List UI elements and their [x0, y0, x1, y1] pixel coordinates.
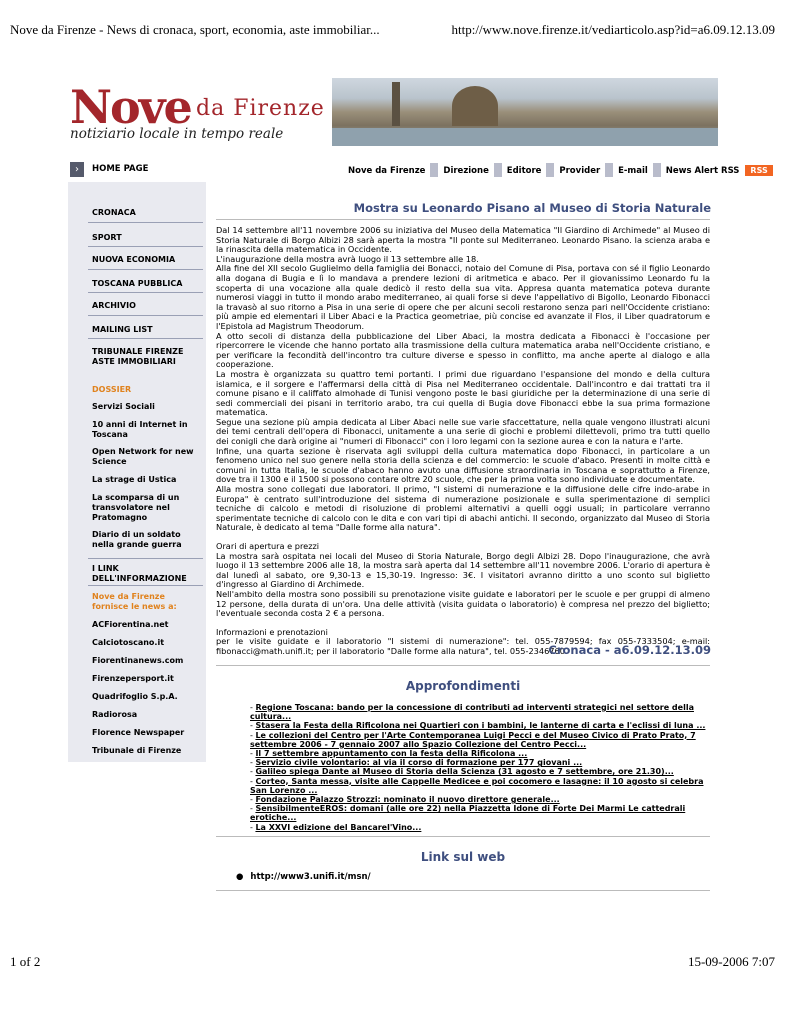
list-item: - Stasera la Festa della Rificolona nei Quartieri con i bambini, le lanterne di carta e l'eclissi di luna ...	[250, 721, 706, 731]
florence-panorama-image	[332, 78, 718, 146]
panorama-tower	[392, 82, 400, 126]
sidebar	[68, 182, 206, 762]
article-paragraph: Alla fine del XII secolo Guglielmo della famiglia dei Bonacci, notaio del Comune di Pisa, portava con sé il figlio Leonardo alla dogana di Bugia e lì lo mandava a prendere lezioni di aritmetica e abaco. Per il giovanissimo Leonardo fu la scoperta di una vocazione alla quale dedicò il resto della sua vita. Appresa quanta matematica poteva durante numerosi viaggi in tutto il mondo arabo mediterraneo, ai quali forse si deve l'appellativo di Bigollo, Leonardo Fibonacci la travasò al suo ritorno a Pisa in una serie di opere che per alcuni secoli restarono senza pari nell'Occidente cristiano: più ampie ed elementari il Liber Abaci e la Practica geometriae, più concise ed avanzate il Flos, il Liber quadratorum e l'Epistola ad Magistrum Theodorum.	[216, 263, 710, 331]
article-paragraph: La mostra è organizzata su quattro temi portanti. I primi due riguardano l'espansione del mondo e della cultura islamica, e il sorgere e l'affermarsi della città di Pisa nel Mediterraneo occidentale. Dall'incontro e dai trattati tra il comune pisano e il califfato almohade di Tunisi vengono poste le basi giuridiche per la determinazione di una serie di sedi commerciali dei pisani in territorio arabo, tra cui quella di Bugia dove Fibonacci ebbe la sua prima formazione matematica.	[216, 368, 710, 418]
sidebar-divider	[88, 585, 203, 586]
divider	[216, 836, 710, 837]
sidebar-divider	[88, 269, 203, 270]
list-item: - Servizio civile volontario: al via il corso di formazione per 177 giovani ...	[250, 758, 583, 768]
nav-separator	[605, 163, 613, 177]
list-item: - Il 7 settembre appuntamento con la festa della Rificolona ...	[250, 749, 528, 759]
related-link[interactable]: Galileo spiega Dante al Museo di Storia della Scienza (31 agosto e 7 settembre, ore 21.30)...	[255, 767, 674, 777]
article-subheading: Orari di apertura e prezzi	[216, 541, 320, 551]
home-label: HOME PAGE	[92, 164, 149, 174]
nav-separator	[430, 163, 438, 177]
supporter-link[interactable]: Tribunale di Firenze	[92, 746, 182, 755]
sidebar-item-toscana-pubblica[interactable]: TOSCANA PUBBLICA	[92, 279, 183, 288]
article-paragraph: per le visite guidate e il laboratorio "I sistemi di numerazione": tel. 055-7879594; fax 055-7333504; e-mail: fibonacci@math.unifi.it; per il laboratorio "Dalle forme alla natura", tel. 055-2346760.	[216, 636, 710, 656]
related-link[interactable]: La XXVI edizione del Bancarel'Vino...	[255, 822, 422, 832]
rss-badge[interactable]: RSS	[745, 165, 772, 176]
nav-email[interactable]: E-mail	[618, 165, 648, 176]
sidebar-divider	[88, 315, 203, 316]
article-paragraph: Nell'ambito della mostra sono possibili su prenotazione visite guidate e laboratori per le scuole e per gruppi di almeno 12 persone, della durata di un'ora. Una delle attività (visita guidata o laboratorio) è compresa nel prezzo del biglietto; l'eventuale seconda costa 2 € a persona.	[216, 588, 710, 619]
sidebar-item-sport[interactable]: SPORT	[92, 233, 122, 242]
list-item: - La XXVI edizione del Bancarel'Vino...	[250, 822, 422, 832]
nav-separator	[546, 163, 554, 177]
related-link[interactable]: Le collezioni del Centro per l'Arte Contemporanea Luigi Pecci e del Museo Civico di Prato Prato, 7 settembre 2006 - 7 gennaio 2007 allo Spazio Collezione del Centro Pecci...	[250, 730, 696, 749]
supporter-link[interactable]: Calciotoscano.it	[92, 638, 165, 647]
page-number: 1 of 2	[10, 954, 41, 969]
dossier-item[interactable]: La strage di Ustica	[92, 475, 177, 484]
nav-direzione[interactable]: Direzione	[443, 165, 489, 176]
list-item: - Fondazione Palazzo Strozzi: nominato il nuovo direttore generale...	[250, 795, 560, 805]
print-title: Nove da Firenze - News di cronaca, sport, economia, aste immobiliar...	[10, 22, 380, 37]
nav-separator	[494, 163, 502, 177]
print-url: http://www.nove.firenze.it/vediarticolo.asp?id=a6.09.12.13.09	[451, 22, 775, 37]
dossier-item[interactable]: Open Network for new Science	[92, 447, 194, 466]
supporter-link[interactable]: Quadrifoglio S.p.A.	[92, 692, 178, 701]
article-paragraph: Infine, una quarta sezione è riservata agli sviluppi della cultura matematica dopo Fibonacci, in particolare a un fenomeno unico nel suo genere nella storia della scienza e del commercio: le scuole d'abaco. Presenti in molte città e comuni in tutta Italia, le scuole d'abaco hanno avuto una diffusione straordinaria in Toscana e soprattutto a Firenze, dove tra il 1300 e il 1500 si possono contare oltre 20 scuole, che per la prima volta sono individuate e documentate.	[216, 445, 710, 485]
article-paragraph: Dal 14 settembre all'11 novembre 2006 su iniziativa del Museo della Matematica "Il Giardino di Archimede" al Museo di Storia Naturale di Borgo Albizi 28 sarà aperta la mostra "Il ponte sul Mediterraneo. Leonardo Pisano. la scienza araba e la rinascita della matematica in Occidente.	[216, 225, 710, 255]
article-paragraph: L'inaugurazione della mostra avrà luogo il 13 settembre alle 18.	[216, 253, 479, 264]
chevron-right-icon: ›	[70, 162, 84, 177]
list-item: - Regione Toscana: bando per la concessione di contributi ad interventi strategici nel settore della cultura...	[250, 703, 694, 722]
supporter-link[interactable]: Firenzepersport.it	[92, 674, 174, 683]
related-link[interactable]: Fondazione Palazzo Strozzi: nominato il nuovo direttore generale...	[255, 795, 560, 805]
dossier-item[interactable]: La scomparsa di un transvolatore nel Pratomagno	[92, 493, 180, 522]
article-paragraph: Segue una sezione più ampia dedicata al Liber Abaci nelle sue varie sfaccettature, nella quale vengono illustrati alcuni dei temi centrali dell'opera di Fibonacci, unitamente a una serie di giochi e problemi dilettevoli, primo tra tutti quello dei conigli che darà origine ai "numeri di Fibonacci" con i loro legami con la sezione aurea e con la natura e l'arte.	[216, 416, 710, 447]
supporter-link[interactable]: Florence Newspaper	[92, 728, 185, 737]
article-body	[216, 226, 710, 657]
divider	[216, 890, 710, 891]
article-title: Mostra su Leonardo Pisano al Museo di Storia Naturale	[353, 201, 711, 215]
panorama-dome	[452, 86, 498, 126]
nav-editore[interactable]: Editore	[506, 165, 542, 176]
related-link[interactable]: Servizio civile volontario: al via il corso di formazione per 177 giovani ...	[255, 758, 583, 768]
nav-separator	[653, 163, 661, 177]
external-link-item	[236, 872, 371, 882]
related-articles-list	[250, 703, 710, 832]
sidebar-divider	[88, 558, 203, 559]
article-paragraph: A otto secoli di distanza della pubblicazione del Liber Abaci, la mostra dedicata a Fibonacci è l'occasione per ripercorrere le vicende che hanno portato alla trasmissione della cultura matematica araba nell'Occidente cristiano, e per verificare la fecondità dell'incontro tra culture diverse e spesso in conflitto, ma anche aperte al dialogo e alla cooperazione.	[216, 330, 710, 370]
dossier-item[interactable]: 10 anni di Internet in Toscana	[92, 420, 188, 439]
related-link[interactable]: Regione Toscana: bando per la concessione di contributi ad interventi strategici nel settore della cultura...	[250, 703, 694, 722]
list-item: - Corteo, Santa messa, visite alle Cappelle Medicee e poi cocomero e lasagne: il 10 agosto si celebra San Lorenzo ...	[250, 776, 704, 795]
panorama-river	[332, 128, 718, 146]
divider	[216, 219, 710, 220]
link-sul-web-heading: Link sul web	[420, 850, 506, 864]
nav-nove-da-firenze[interactable]: Nove da Firenze	[348, 165, 426, 176]
article-paragraph: La mostra sarà ospitata nei locali del Museo di Storia Naturale, Borgo degli Albizi 28. Dopo l'inaugurazione, che avrà luogo il 13 settembre 2006 alle 18, la mostra sarà aperta dal 14 settembre all'11 novembre 2006. L'orario di apertura è dal lunedì al sabato, ore 9,30-13 e 15,30-19. Ingresso: 3€. I visitatori avranno diritto a uno sconto sul biglietto d'ingresso al Giardino di Archimede.	[216, 550, 710, 590]
divider	[216, 665, 710, 666]
article-section-id: Cronaca - a6.09.12.13.09	[548, 643, 711, 657]
nav-provider[interactable]: Provider	[559, 165, 601, 176]
approfondimenti-heading: Approfondimenti	[405, 679, 521, 693]
print-datetime: 15-09-2006 7:07	[687, 954, 775, 969]
site-banner	[68, 78, 718, 146]
dossier-heading: DOSSIER	[92, 385, 132, 394]
dossier-item-link-informazione[interactable]: I LINK DELL'INFORMAZIONE	[92, 564, 187, 583]
sidebar-divider	[88, 292, 203, 293]
sidebar-item-cronaca[interactable]: CRONACA	[92, 208, 136, 217]
article-subheading: Informazioni e prenotazioni	[216, 626, 328, 637]
sidebar-divider	[88, 222, 203, 223]
logo-word-firenze: da Firenze	[196, 96, 325, 121]
sidebar-divider	[88, 246, 203, 247]
list-item: - Le collezioni del Centro per l'Arte Contemporanea Luigi Pecci e del Museo Civico di Prato Prato, 7 settembre 2006 - 7 gennaio 2007 allo Spazio Collezione del Centro Pecci...	[250, 730, 696, 749]
related-link[interactable]: Corteo, Santa messa, visite alle Cappelle Medicee e poi cocomero e lasagne: il 10 agosto si celebra San Lorenzo ...	[250, 776, 704, 795]
supporter-link[interactable]: Radiorosa	[92, 710, 138, 719]
sidebar-item-nuova-economia[interactable]: NUOVA ECONOMIA	[92, 255, 176, 264]
print-header	[10, 22, 775, 38]
related-link[interactable]: Stasera la Festa della Rificolona nei Quartieri con i bambini, le lanterne di carta e l'eclissi di luna ...	[255, 721, 706, 731]
logo-tagline: notiziario locale in tempo reale	[70, 126, 284, 142]
sidebar-item-tribunale-aste[interactable]: TRIBUNALE FIRENZE ASTE IMMOBILIARI	[92, 347, 184, 366]
supporter-link[interactable]: ACFiorentina.net	[92, 620, 169, 629]
external-link[interactable]: http://www3.unifi.it/msn/	[250, 872, 371, 882]
supporters-heading: Nove da Firenze fornisce le news a:	[92, 592, 177, 611]
related-link[interactable]: Il 7 settembre appuntamento con la festa della Rificolona ...	[255, 749, 528, 759]
home-link[interactable]	[68, 160, 206, 180]
supporter-link[interactable]: Fiorentinanews.com	[92, 656, 184, 665]
top-navigation	[348, 163, 773, 177]
list-item: - Galileo spiega Dante al Museo di Storia della Scienza (31 agosto e 7 settembre, ore 21.30)...	[250, 767, 674, 777]
nav-news-alert-rss[interactable]: News Alert RSS	[665, 165, 740, 176]
article-paragraph: Alla mostra sono collegati due laboratori. Il primo, "I sistemi di numerazione e la diffusione delle cifre indo-arabe in Europa" è centrato sull'introduzione del sistema di numerazione posizionale e sulla sperimentazione di semplici tecniche di calcolo e metodi di risoluzione di problemi alternativi a quelli oggi usuali; in particolare verranno sperimentate tecniche di calcolo con le dita e con vari tipi di abachi antichi. Il secondo, organizzato dal Museo di Storia Naturale, è dedicato al tema "Dalle forme alla natura".	[216, 484, 710, 533]
sidebar-divider	[88, 338, 203, 339]
list-item: - SensibilmenteEROS: domani (alle ore 22) nella Piazzetta Idone di Forte Dei Marmi Le cattedrali erotiche...	[250, 804, 686, 823]
dossier-item[interactable]: Diario di un soldato nella grande guerra	[92, 530, 182, 549]
related-link[interactable]: SensibilmenteEROS: domani (alle ore 22) nella Piazzetta Idone di Forte Dei Marmi Le cattedrali erotiche...	[250, 804, 686, 823]
sidebar-item-mailing-list[interactable]: MAILING LIST	[92, 325, 153, 334]
bullet-icon: ●	[236, 872, 244, 882]
dossier-item[interactable]: Servizi Sociali	[92, 402, 155, 411]
logo-word-nove: Nove	[70, 80, 191, 134]
site-logo[interactable]	[68, 78, 348, 146]
sidebar-item-archivio[interactable]: ARCHIVIO	[92, 301, 136, 310]
